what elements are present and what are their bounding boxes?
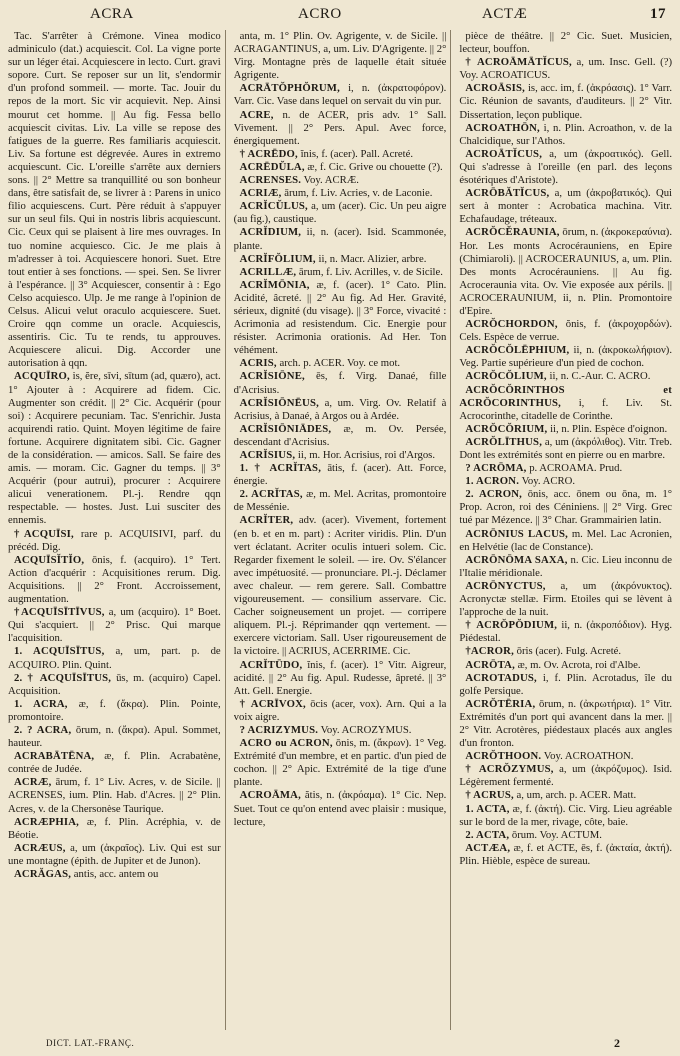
entry-definition: ēs, f. Virg. Danaé, fille d'Acrisius. xyxy=(233,370,447,396)
entry-definition: ōrum, n. (ἀκρωτήρια). 1° Vitr. Extrémités d'un port qui avancent dans la mer. || 2° Vitr. Acrotères, piédestaux placés aux angles d'un fronton. xyxy=(459,697,673,750)
entry-definition: ārum, f. Liv. Acries, v. de Laconie. xyxy=(281,187,433,200)
dictionary-entry xyxy=(459,645,672,658)
entry-definition: Voy. ACROATHON. xyxy=(541,750,634,763)
dictionary-entry xyxy=(8,842,221,868)
entry-definition: a, um (ἀκρόλιθος). Vitr. Treb. Dont les extrémités sont en pierre ou en marbre. xyxy=(459,435,673,461)
dictionary-entry xyxy=(459,318,672,344)
dictionary-entry xyxy=(8,554,221,606)
entry-definition: ii, n. (ἀκροκωλήφιον). Veg. Partie supérieure d'un pied de cochon. xyxy=(459,344,673,370)
dictionary-entry xyxy=(459,187,672,226)
entry-headword: ACTÆA, xyxy=(465,841,511,854)
entry-headword: ACRE, xyxy=(239,108,274,121)
entry-headword: ACRĬFŎLIUM, xyxy=(239,252,316,265)
entry-headword: ACRO ou ACRON, xyxy=(239,737,333,750)
entry-headword: ACRŎCHORDON, xyxy=(465,318,558,331)
entry-headword: ACRŎCŎRINTHOS et ACRŎCORINTHUS, xyxy=(459,383,673,409)
entry-definition: ĭnis, f. (acer). Pall. Acreté. xyxy=(297,147,414,160)
dictionary-entry xyxy=(459,698,672,750)
dictionary-entry xyxy=(234,279,447,358)
dictionary-entry xyxy=(234,737,447,789)
entry-headword: ACRĬSIŌNIĀDES, xyxy=(239,422,332,435)
dictionary-entry xyxy=(234,659,447,698)
entry-headword: 1. ACTA, xyxy=(465,802,510,815)
dictionary-entry xyxy=(8,672,221,698)
entry-headword: † ACRŎZYMUS, xyxy=(465,763,554,776)
dictionary-entry xyxy=(234,397,447,423)
dictionary-entry xyxy=(8,528,221,554)
dictionary-entry xyxy=(8,606,221,645)
dictionary-entry xyxy=(234,724,447,737)
entry-headword: ACQUĪSĬTĬO, xyxy=(14,553,85,566)
dictionary-entry xyxy=(8,724,221,750)
dictionary-entry xyxy=(8,698,221,724)
entry-headword: ACRÆUS, xyxy=(14,841,66,854)
dictionary-entry xyxy=(8,370,221,527)
column-1 xyxy=(8,30,226,1030)
signature-mark: 2 xyxy=(614,1036,620,1050)
entry-definition: ōcis (acer, vox). Arn. Qui a la voix aigre. xyxy=(233,697,447,723)
entry-definition: ōrum, n. (ἄκρα). Apul. Sommet, hauteur. xyxy=(8,723,221,750)
columns-container xyxy=(8,30,672,1030)
dictionary-entry xyxy=(234,200,447,226)
entry-definition: is, ĕre, sīvi, sītum (ad, quæro), act. 1° Ajouter à : Acquirere ad fidem. Cic. Augmenter son crédit. || 2° Cic. Acquérir (pour soi) : Acquirere pecuniam. Tac. S'enrichir. Justa acquirendi ratio. Quint. Moyen légitime de faire fortune. Acquirere dignitatem sibi. Cic. Gagner de la considération. — amicos. Sall. Se faire des amis. — moram. Cic. Gagner du temps. || 3° Acquérir (pour autrui), procurer : Acquirere alicui venerationem. Pl.-j. Rendre qqn respectable. — hostes. Just. Lui susciter des ennemis. xyxy=(8,370,221,527)
entry-definition: a, um (ἀκροατικός). Gell. Qui s'adresse à l'oreille (en parl. des leçons ésotériques d'Aristote). xyxy=(459,147,673,187)
dictionary-entry xyxy=(8,30,221,370)
entry-definition: ōnis, m. (ἄκρων). 1° Veg. Extrémité d'un membre, et en partic. d'un pied de cochon. || 2° Apic. Extrémité de la tige d'une plante. xyxy=(233,737,447,789)
dictionary-entry xyxy=(459,803,672,829)
entry-definition: a, um, arch. p. ACER. Matt. xyxy=(513,789,637,802)
entry-headword: ACRENSES. xyxy=(239,174,302,187)
entry-definition: æ, f. Plin. Acrabatène, contrée de Judée. xyxy=(8,750,221,776)
entry-definition: ii, m. Hor. Acrisius, roi d'Argos. xyxy=(295,449,436,461)
entry-headword: ACRŌTA, xyxy=(465,658,515,671)
entry-headword: ACRĬSIŌNĒUS, xyxy=(239,396,319,409)
entry-definition: a, um (ἀκρόζυμος). Isid. Légèrement fermenté. xyxy=(459,763,673,789)
column-3 xyxy=(459,30,672,1030)
dictionary-entry xyxy=(234,266,447,279)
entry-headword: †ACROR, xyxy=(465,645,514,658)
entry-headword: 2. ACTA, xyxy=(465,828,510,841)
dictionary-entry xyxy=(459,842,672,868)
dictionary-entry xyxy=(234,488,447,514)
dictionary-entry xyxy=(8,750,221,776)
entry-definition: ii, n. C.-Aur. C. ACRO. xyxy=(546,370,651,383)
entry-definition: ŏnis, f. (ἀκροχορδών). Cels. Espèce de verrue. xyxy=(459,318,673,344)
dictionary-entry xyxy=(8,868,221,881)
entry-definition: n. de ACER, pris adv. 1° Sall. Vivement. || 2° Pers. Apul. Avec force, énergiquement. xyxy=(233,108,447,147)
entry-headword: ACROATHŌN, xyxy=(465,121,540,134)
entry-headword: ACRĂGAS, xyxy=(14,868,72,880)
dictionary-entry xyxy=(234,30,447,82)
entry-headword: ACRŎLĪTHUS, xyxy=(465,435,543,448)
entry-definition: ōnis, acc. ōnem ou ōna, m. 1° Prop. Acron, roi des Céniniens. || 2° Virg. Grec tué par Mézence. || 3° Char. Grammairien latin. xyxy=(459,488,673,527)
dictionary-entry xyxy=(234,174,447,187)
entry-definition: æ, f. (ἀκτή). Cic. Virg. Lieu agréable sur le bord de la mer, rivage, côte, baie. xyxy=(459,802,673,828)
entry-definition: æ, f. Plin. Acréphia, v. de Béotie. xyxy=(8,815,221,841)
entry-headword: † ACRŎPŎDIUM, xyxy=(465,619,558,632)
entry-headword: ACROĀTĬCUS, xyxy=(465,147,543,160)
entry-headword: ACRĬMŌNIA, xyxy=(239,278,310,291)
dictionary-entry xyxy=(234,82,447,108)
header-right-guideword: ACTÆ xyxy=(482,6,528,22)
dictionary-entry xyxy=(459,82,672,121)
entry-headword: ACRŎCĔRAUNIA, xyxy=(465,226,560,239)
entry-headword: †ACQUĪSĪTĪVUS, xyxy=(14,606,105,619)
entry-definition: i, n. Plin. Acroathon, v. de la Chalcidique, sur l'Athos. xyxy=(459,121,673,147)
entry-headword: 1. ACQUĪSĪTUS, xyxy=(14,645,105,658)
dictionary-entry xyxy=(459,619,672,645)
entry-definition: æ, f. (acer). 1° Cato. Plin. Acidité, âcreté. || 2° Au fig. Ad Her. Gravité, sérieux, dignité (du visage). || 3° Force, vivacité : Acrimonia ad resistendum. Cic. Energie pour résister. Acrimonia orationis. Ad Her. Ton véhément. xyxy=(233,278,447,357)
entry-definition: ōrum. Voy. ACTUM. xyxy=(509,828,602,841)
dictionary-entry xyxy=(459,122,672,148)
entry-definition: Voy. ACROZYMUS. xyxy=(318,723,412,736)
dictionary-entry xyxy=(459,554,672,580)
dictionary-entry xyxy=(459,148,672,187)
entry-headword: ACRŎCŎLĒPHIUM, xyxy=(465,344,570,357)
entry-definition: rare p. ACQUISIVI, parf. du précéd. Dig. xyxy=(8,527,221,553)
header-left-guideword: ACRA xyxy=(90,6,134,22)
entry-definition: arch. p. ACER. Voy. ce mot. xyxy=(276,357,401,370)
entry-headword: ACROĀMA, xyxy=(239,789,301,802)
entry-headword: ACRĬDIUM, xyxy=(239,226,302,239)
entry-definition: n. Cic. Lieu inconnu de l'Italie méridionale. xyxy=(459,553,673,579)
dictionary-entry xyxy=(234,226,447,252)
entry-headword: ACRĬCŬLUS, xyxy=(239,200,308,213)
entry-definition: ārum, f. Liv. Acrilles, v. de Sicile. xyxy=(296,265,443,278)
entry-definition: antis, acc. antem ou xyxy=(71,868,159,880)
dictionary-entry xyxy=(459,763,672,789)
entry-definition: is, acc. im, f. (ἀκρόασις). 1° Varr. Cic. Réunion de savants, d'auditeurs. || 2° Vitr. Dissertation, leçon publique. xyxy=(459,82,673,121)
dictionary-entry xyxy=(459,488,672,527)
dictionary-entry xyxy=(234,357,447,370)
entry-definition: ii, n. (ἀκροπόδιον). Hyg. Piédestal. xyxy=(459,619,673,645)
entry-definition: æ, m. Ov. Acrota, roi d'Albe. xyxy=(514,658,641,671)
entry-definition: ārum, f. 1° Liv. Acres, v. de Sicile. || ACRENSES, ium. Plin. Hab. d'Acres. || 2° Plin. Acres, v. de la Chersonèse Taurique. xyxy=(8,776,221,815)
entry-headword: †ACQUĪSI, xyxy=(14,527,74,540)
entry-definition: a, um (ἀκρόνυκτος). Acronyctæ stellæ. Firm. Etoiles qui se lèvent à l'approche de la nuit. xyxy=(459,579,673,619)
dictionary-entry xyxy=(459,436,672,462)
dictionary-entry xyxy=(234,462,447,488)
dictionary-entry xyxy=(8,816,221,842)
entry-definition: ōnis, f. (acquiro). 1° Tert. Action d'acquérir : Acquisitiones rerum. Dig. Acquisitions. || 2° Front. Accroissement, augmentation. xyxy=(8,553,221,606)
dictionary-entry xyxy=(459,750,672,763)
entry-definition: m. Mel. Lac Acronien, en Helvétie (lac de Constance). xyxy=(459,527,673,553)
entry-headword: ACRÆPHIA, xyxy=(14,815,80,828)
entry-headword: ACRŌNIUS LACUS, xyxy=(465,527,569,540)
entry-definition: p. ACROAMA. Prud. xyxy=(526,462,623,475)
entry-headword: ACRŎTĒRIA, xyxy=(465,697,536,710)
entry-definition: adv. (acer). Vivement, fortement (en b. et en m. part) : Acriter viridis. Plin. D'un vert éclatant. Acriter oculis intueri solem. Cic. Regarder fixement le soleil. — ire. Ov. S'élancer avec impétuosité. — pronunciare. Pl.-j. Déclamer avec chaleur. — rem gerere. Sall. Combattre vigoureusement. — consilium asservare. Cic. Cacher soigneusement un projet. — corripere aliquem. Pl.-j. Réprimander qqn vertement. — exercere victoriam. Sall. User rigoureusement de la victoire. || ACRIUS, ACERRIME. Cic. xyxy=(233,514,447,658)
entry-headword: ? ACRŌMA, xyxy=(465,462,527,475)
dictionary-entry xyxy=(234,789,447,828)
entry-headword: 2. † ACQUĪSĪTUS, xyxy=(14,671,112,684)
dictionary-entry xyxy=(234,161,447,174)
entry-headword: 1. ACRA, xyxy=(14,697,68,710)
dictionary-entry xyxy=(234,148,447,161)
entry-headword: ACRŎCŎRIUM, xyxy=(465,422,548,435)
dictionary-entry xyxy=(459,226,672,318)
entry-headword: 1. ACRON. xyxy=(465,475,520,488)
dictionary-entry xyxy=(234,449,447,462)
entry-headword: ACROTADUS, xyxy=(465,671,537,684)
entry-definition: æ, f. (ἄκρα). Plin. Pointe, promontoire. xyxy=(8,697,221,723)
entry-definition: æ, f. et ACTE, ēs, f. (ἀκταία, ἀκτή). Plin. Hièble, espèce de sureau. xyxy=(459,841,673,867)
dictionary-entry xyxy=(234,187,447,200)
entry-headword: ACRĬTER, xyxy=(239,514,294,527)
dictionary-entry xyxy=(459,528,672,554)
dictionary-entry xyxy=(459,475,672,488)
entry-headword: ACRŌNYCTUS, xyxy=(465,579,546,592)
entry-definition: ūs, m. (acquiro) Capel. Acquisition. xyxy=(8,671,221,697)
dictionary-entry xyxy=(459,423,672,436)
entry-headword: ACRŌBĂTĬCUS, xyxy=(465,187,550,200)
header-center-guideword: ACRO xyxy=(298,6,342,22)
entry-definition: Tac. S'arrêter à Crémone. Vinea modico adminiculo (dat.) acquiescit. Col. La vigne porte sur un léger étai. Acquiescere in lecto. Curt. gravi sopore. Curt. Se reposer sur un lit, s'endormir d'un profond sommeil. — morte. Tac. Jouir du repos de la mort. Sic vir acquievit. Nep. Ainsi mourut cet homme. || Au fig. Fessa bello acquiescit civitas. Liv. La ville se repose des fatigues de la guerre. Res familiaris acquiescit. Liv. Sa fortune est dégrevée. Aures in extremo acquiescunt. Cic. L'oreille s'arrête aux derniers sons. || 2° Mettre sa tranquillité ou son bonheur dans, être satisfait de, se livrer à : Parens in unico filio acquiescens. Curt. Père réduit à s'appuyer sur un seul fils. Qui in nostris libris acquiescunt. Cic. Ceux qui se plaisent à lire mes ouvrages. In tuo nomine acquiesco. Cic. Je me plais à m'adresser à toi. Acquiescere honori. Suet. Etre tout entier à ses fonctions. — spei. Sen. Se livrer à l'espérance. || 3° Acquiescer, consentir à : Ego Celso acquiesco. Ulp. Je me range à l'opinion de Celsus. Alicui velut oraculo acquiescere. Suet. Croire qqn comme un oracle. Acquiescis, assentiris. Cic. Tu te rends, tu approuves. Acquiescere alicui. Dig. Accorder une autorisation à qqn. xyxy=(8,30,221,370)
dictionary-entry xyxy=(234,698,447,724)
entry-definition: Voy. ACRO. xyxy=(519,475,576,488)
dictionary-entry xyxy=(459,580,672,619)
entry-headword: ACROĀSIS, xyxy=(465,82,526,95)
entry-headword: ACRĬSIŌNE, xyxy=(239,370,305,383)
entry-headword: † ACRĒDO, xyxy=(239,147,298,160)
dictionary-entry xyxy=(234,109,447,148)
entry-headword: ACRÆ, xyxy=(14,776,52,789)
dictionary-entry xyxy=(234,514,447,658)
entry-headword: ACQUĪRO, xyxy=(14,370,70,383)
dictionary-entry xyxy=(459,56,672,82)
dictionary-entry xyxy=(8,645,221,671)
dictionary-entry xyxy=(459,370,672,383)
entry-headword: † ACROĀMĀTĬCUS, xyxy=(465,56,572,69)
entry-headword: ACRĬSIUS, xyxy=(239,449,296,461)
entry-definition: æ, m. Ov. Persée, descendant d'Acrisius. xyxy=(233,422,447,448)
entry-definition: a, um. Insc. Gell. (?) Voy. ACROATICUS. xyxy=(459,56,673,82)
entry-definition: ātis, f. (acer). Att. Force, énergie. xyxy=(233,462,447,488)
entry-definition: ĭnis, f. (acer). 1° Vitr. Aigreur, acidité. || 2° Au fig. Apul. Rudesse, âpreté. || 3° Att. Gell. Energie. xyxy=(233,658,447,697)
entry-headword: ACRĒDŬLA, xyxy=(239,160,305,173)
entry-definition: a, um (ἀκραῖος). Liv. Qui est sur une montagne (épith. de Jupiter et de Junon). xyxy=(8,841,221,867)
entry-definition: pièce de théâtre. || 2° Cic. Suet. Musicien, lecteur, bouffon. xyxy=(459,30,673,56)
dictionary-entry xyxy=(459,384,672,423)
entry-definition: ătis, n. (ἀκρόαμα). 1° Cic. Nep. Suet. Tout ce qu'on entend avec plaisir : musique, lecture, xyxy=(233,789,447,828)
entry-definition: anta, m. 1° Plin. Ov. Agrigente, v. de Sicile. || ACRAGANTINUS, a, um. Liv. D'Agrigente. || 2° Virg. Montagne près de laquelle était située Agrigente. xyxy=(233,30,447,82)
entry-definition: ōris (acer). Fulg. Acreté. xyxy=(513,645,622,658)
entry-headword: ACRĬTŪDO, xyxy=(239,658,303,671)
dictionary-entry xyxy=(459,789,672,802)
entry-definition: Voy. ACRÆ. xyxy=(301,174,359,187)
entry-definition: ii, n. Macr. Alizier, arbre. xyxy=(315,252,427,265)
entry-headword: 2. ACRĬTAS, xyxy=(239,488,303,501)
entry-headword: ACRIS, xyxy=(239,357,277,370)
entry-definition: æ, f. Cic. Grive ou chouette (?). xyxy=(304,160,443,173)
entry-headword: ? ACRIZYMUS. xyxy=(239,723,319,736)
entry-definition: i, n. (ἀκρατοφόρον). Varr. Cic. Vase dans lequel on servait du vin pur. xyxy=(233,82,447,108)
dictionary-entry xyxy=(459,829,672,842)
footer-imprint: DICT. LAT.-FRANÇ. xyxy=(46,1038,135,1048)
entry-definition: i, f. Plin. Acrotadus, île du golfe Persique. xyxy=(459,671,673,697)
entry-headword: ACRŌNŌMA SAXA, xyxy=(465,553,568,566)
entry-definition: a, um (ἀκροβατικός). Qui sert à monter : Acrobatica machina. Vitr. Echafaudage, tréteaux. xyxy=(459,187,673,226)
entry-definition: a, um, part. p. de ACQUIRO. Plin. Quint. xyxy=(8,645,221,671)
entry-headword: 2. ? ACRA, xyxy=(14,723,72,736)
entry-definition: ii, n. (acer). Isid. Scammonée, plante. xyxy=(233,226,447,252)
entry-definition: a, um (acer). Cic. Un peu aigre (au fig.), caustique. xyxy=(233,200,447,226)
entry-headword: ACRIÆ, xyxy=(239,187,282,200)
dictionary-entry xyxy=(8,776,221,815)
entry-definition: ōrum, n. (ἀκροκεραύνια). Hor. Les monts Acrocérauniens, en Epire (Chimiaroli). || ACROCERAUNIUS, a, um. Plin. Des monts Acrocérauniens. || Au fig. Acroceraunia vita. Ov. Vie exposée aux périls. || ACROCERAUNIUM, ii, n. Plin. Promontoire d'Epire. xyxy=(459,226,673,317)
running-header xyxy=(0,4,680,30)
dictionary-entry xyxy=(234,253,447,266)
dictionary-entry xyxy=(234,423,447,449)
dictionary-entry xyxy=(459,659,672,672)
entry-definition: a, um (acquiro). 1° Boet. Qui s'acquiert. || 2° Prisc. Qui marque l'acquisition. xyxy=(8,606,221,645)
column-2 xyxy=(234,30,452,1030)
entry-headword: 1. † ACRĬTAS, xyxy=(239,462,322,475)
entry-definition: æ, m. Mel. Acritas, promontoire de Messénie. xyxy=(233,488,447,514)
entry-headword: † ACRĪVOX, xyxy=(239,697,306,710)
page-number: 17 xyxy=(650,6,666,22)
dictionary-entry xyxy=(459,344,672,370)
entry-headword: ACRILLÆ, xyxy=(239,265,297,278)
entry-definition: ii, n. Plin. Espèce d'oignon. xyxy=(547,422,668,435)
dictionary-entry xyxy=(459,462,672,475)
dictionary-entry xyxy=(459,672,672,698)
entry-definition: a, um. Virg. Ov. Relatif à Acrisius, à Danaé, à Argos ou à Ardée. xyxy=(233,396,447,422)
entry-headword: ACRŎCŎLIUM, xyxy=(465,370,547,383)
entry-definition: i, f. Liv. St. Acrocorinthe, citadelle de Corinthe. xyxy=(459,396,673,422)
dictionary-entry xyxy=(459,30,672,56)
entry-headword: ACRŎTHOON. xyxy=(465,750,542,763)
entry-headword: ACRABĀTĒNA, xyxy=(14,750,95,763)
dictionary-entry xyxy=(234,370,447,396)
entry-headword: ACRĀTŎPHŎRUM, xyxy=(239,82,340,95)
entry-headword: 2. ACRON, xyxy=(465,488,523,501)
entry-headword: † ACRUS, xyxy=(465,789,514,802)
